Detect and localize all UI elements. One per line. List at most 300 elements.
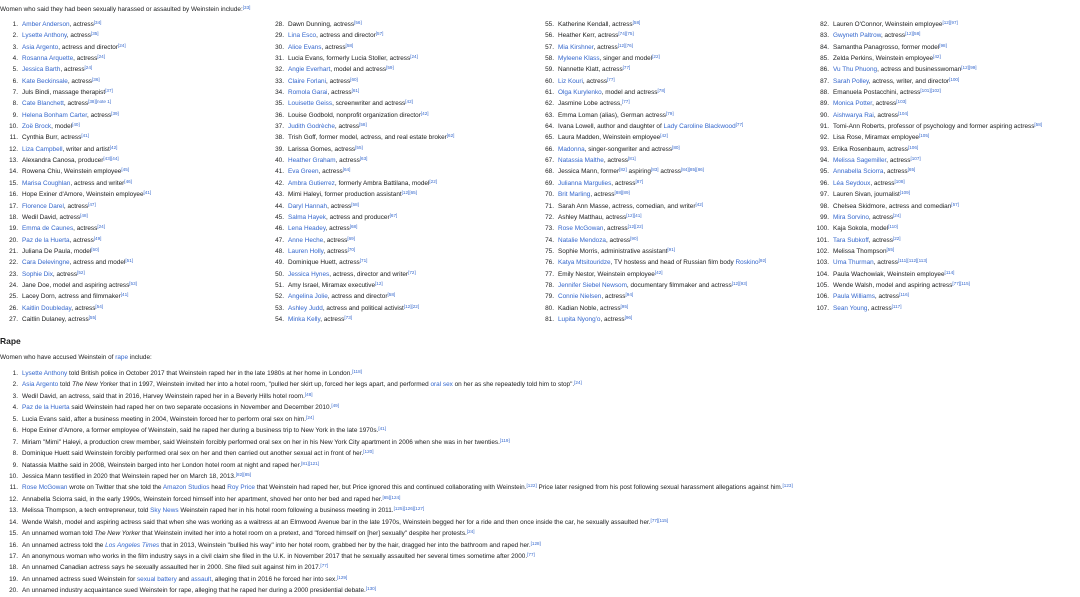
citation[interactable]: [69] (347, 235, 356, 241)
item-text: Wende Walsh, model and aspiring actress said that when she was working as a waitress at an Elmwood Avenue bar in the late 1970s, Weinstein begged her for a ride and then once inside the car, he sexually assaulted her. (22, 518, 651, 526)
person-link[interactable]: Lena Headey (288, 225, 326, 233)
citation[interactable]: [77] (527, 552, 535, 557)
citation[interactable]: [78] (657, 88, 666, 94)
citation[interactable]: [122] (526, 483, 537, 489)
citation[interactable]: [42] (109, 144, 118, 150)
citation[interactable]: [24] (306, 414, 314, 420)
item-description: , actress (605, 236, 631, 244)
inline-link[interactable]: Amazon Studios (162, 484, 210, 492)
list-item (0, 74, 151, 85)
citation[interactable]: [52] (77, 269, 85, 275)
item-number: 97. (820, 191, 829, 199)
item-number: 94. (820, 157, 829, 165)
person-link[interactable]: Louisette Geiss (288, 100, 333, 108)
citation[interactable]: [12] (375, 280, 383, 286)
citation[interactable]: [63] (359, 156, 368, 162)
item-description: , actress and businesswoman (877, 66, 962, 74)
person-link[interactable]: Salma Hayek (288, 213, 327, 221)
citation[interactable]: [34] (93, 20, 102, 25)
person-link[interactable]: Cara Delevingne (22, 259, 70, 267)
citation[interactable]: [42] (405, 99, 413, 105)
list-item (0, 17, 151, 28)
citation[interactable]: [68] (349, 224, 358, 230)
citation[interactable]: [77] (607, 76, 615, 82)
item-number: 5. (12, 415, 18, 423)
citation[interactable]: [111][112][113] (897, 258, 928, 264)
item-number: 7. (12, 438, 18, 446)
list-item (811, 51, 1042, 62)
item-number: 51. (275, 281, 284, 289)
citation[interactable]: [128] (530, 540, 541, 546)
person-link[interactable]: Gwyneth Paltrow (833, 32, 881, 40)
person-link[interactable]: Mia Kirshner (558, 43, 594, 51)
inline-link[interactable]: Sky News (150, 507, 179, 515)
item-text: The New Yorker (94, 530, 141, 538)
person-link[interactable]: Ashley Judd (288, 304, 323, 312)
inline-link[interactable]: Lysette Anthony (22, 370, 68, 377)
list-item (536, 289, 766, 300)
item-description: , actress (867, 304, 892, 312)
citation[interactable]: [24] (97, 54, 105, 60)
citation[interactable]: [91] (667, 246, 676, 252)
citation[interactable]: [38][note 1] (88, 99, 112, 105)
citation[interactable]: [90] (630, 235, 638, 241)
item-number: 27. (9, 315, 18, 323)
person-link[interactable]: Brit Marling (558, 191, 591, 199)
list-item (0, 515, 793, 526)
citation[interactable]: [108] (894, 178, 905, 184)
citation[interactable]: [24] (117, 42, 126, 48)
item-description: , actress (334, 123, 360, 131)
citation[interactable]: [125][126][127] (393, 506, 425, 512)
inline-link[interactable]: Rose McGowan (22, 484, 68, 492)
person-link[interactable]: Monica Potter (833, 100, 873, 108)
item-number: 49. (275, 259, 284, 267)
person-link[interactable]: Paula Williams (833, 293, 875, 301)
item-number: 31. (275, 55, 284, 63)
citation[interactable]: [92] (758, 258, 767, 264)
list-item (811, 210, 1042, 221)
citation[interactable]: [98] (939, 42, 947, 48)
item-description: , actress (327, 89, 352, 97)
person-link[interactable]: Florence Darel (22, 202, 64, 210)
citation[interactable]: [73] (344, 314, 353, 320)
citation[interactable]: [101][102] (920, 88, 941, 94)
citation[interactable]: [24] (893, 212, 901, 218)
item-description: Hope Exiner d'Amore, Weinstein employee (22, 191, 144, 199)
citation[interactable]: [12][97] (942, 20, 958, 25)
citation[interactable]: [43][44] (103, 156, 119, 162)
item-description: , actress (868, 236, 893, 244)
citation[interactable]: [24] (466, 529, 475, 535)
citation[interactable]: [12][99] (961, 65, 977, 71)
citation[interactable]: [47] (88, 201, 96, 207)
person-link[interactable]: Vu Thu Phuong (833, 66, 878, 74)
person-link[interactable]: Ambra Gutierrez (288, 179, 335, 187)
item-number: 66. (545, 145, 554, 153)
list-item (0, 244, 151, 255)
list-item (0, 560, 793, 571)
citation[interactable]: [118] (352, 369, 362, 374)
person-link[interactable]: Angie Everhart (288, 66, 331, 74)
citation[interactable]: [48] (304, 391, 313, 397)
citation[interactable]: [12][22] (403, 303, 420, 309)
inline-link[interactable]: Roy Price (227, 484, 255, 492)
citation[interactable]: [130] (365, 586, 377, 592)
citation[interactable]: [106] (907, 144, 919, 150)
person-link[interactable]: Uma Thurman (833, 259, 874, 267)
item-description: Paula Wachowiak, Weinstein employee (833, 270, 945, 278)
person-link[interactable]: Tara Subkoff (833, 236, 869, 244)
person-link[interactable]: Minka Kelly (288, 315, 321, 323)
citation[interactable]: [12][41] (626, 212, 642, 218)
citation[interactable]: [33] (242, 5, 251, 10)
list-item (811, 187, 1042, 198)
citation[interactable]: [77][115] (650, 517, 669, 523)
citation[interactable]: [41] (143, 190, 152, 196)
list-item (811, 244, 1042, 255)
person-link[interactable]: Paz de la Huerta (22, 236, 70, 244)
citation[interactable]: [12][93] (731, 280, 748, 286)
item-description: , actress, director and writer (329, 270, 409, 278)
person-link[interactable]: Heather Graham (288, 157, 336, 165)
citation[interactable]: [119] (499, 437, 510, 443)
person-link[interactable]: Daryl Hannah (288, 202, 328, 210)
citation[interactable]: [35] (90, 31, 99, 37)
item-text: Annabella Sciorra said, in the early 1990s, Weinstein forced himself into her apartment, shoved her onto her bed and raped her. (22, 495, 383, 503)
citation[interactable]: [67] (389, 212, 398, 218)
citation[interactable]: [110] (888, 224, 898, 230)
item-number: 102. (816, 247, 829, 255)
item-number: 7. (12, 89, 18, 97)
citation[interactable]: [104] (898, 110, 909, 116)
list-item (811, 108, 1042, 119)
list-item (811, 164, 1042, 175)
list-item (536, 28, 766, 39)
rape-intro: Women who have accused Weinstein of rape include: (0, 354, 152, 361)
citation[interactable]: [24] (97, 224, 105, 230)
list-item (536, 301, 766, 312)
citation[interactable]: [123] (782, 483, 793, 489)
inline-link[interactable]: Asia Argento (22, 381, 59, 389)
person-link[interactable]: Aishwarya Rai (833, 111, 874, 119)
list-item (0, 480, 793, 491)
citation[interactable]: [77][115] (952, 280, 970, 286)
citation[interactable]: [48] (80, 212, 88, 218)
item-number: 38. (275, 134, 284, 142)
person-link[interactable]: Kaitlin Doubleday (22, 304, 72, 312)
list-item (811, 40, 1042, 51)
person-link[interactable]: Claire Forlani (288, 77, 327, 85)
citation[interactable]: [42] (420, 110, 429, 116)
person-link[interactable]: Rosanna Arquette (22, 55, 74, 63)
item-text: An unnamed Canadian actress says he sexually assaulted her in 2000. She filed suit against him in 2017. (22, 564, 321, 572)
person-link[interactable]: Asia Argento (22, 43, 59, 51)
list-item (536, 85, 766, 96)
citation[interactable]: [94] (625, 292, 634, 298)
person-link[interactable]: Emma de Caunes (22, 225, 74, 233)
citation[interactable]: [116] (899, 292, 909, 298)
citation[interactable]: [42] (654, 269, 663, 275)
item-text: An unnamed industry acquaintance sued Weinstein for rape, alleging that he raped her during a 2000 presidential debate. (22, 587, 366, 595)
citation[interactable]: [60] (350, 76, 358, 82)
citation[interactable]: [58] (1034, 122, 1043, 128)
item-text: Miriam "Mimi" Haleyi, a production crew member, said Weinstein forcibly performed oral sex on her in his New York City apartment in 2006 when she was in her twenties. (22, 438, 500, 446)
inline-link[interactable]: Paz de la Huerta (22, 404, 70, 412)
item-description: , actress (590, 191, 615, 199)
person-link[interactable]: Melissa Sagemiller (833, 157, 887, 165)
person-link[interactable]: Eva Green (288, 168, 319, 176)
list-item (811, 199, 1042, 210)
person-link[interactable]: Connie Nielsen (558, 293, 602, 301)
citation[interactable]: [72] (408, 269, 416, 275)
citation[interactable]: [22] (652, 54, 660, 60)
person-link[interactable]: Amber Anderson (22, 21, 70, 28)
item-description: Wedil David, actress (22, 213, 81, 221)
citation[interactable]: [114] (944, 269, 955, 275)
list-item (811, 142, 1042, 153)
citation[interactable]: [50] (91, 246, 99, 252)
item-number: 71. (545, 202, 554, 210)
citation[interactable]: [87] (635, 178, 644, 184)
person-link[interactable]: Zoë Brock (22, 123, 52, 131)
citation[interactable]: [53] (129, 280, 137, 286)
citation[interactable]: [71] (359, 258, 368, 264)
citation[interactable]: [42] (695, 201, 704, 207)
person-link[interactable]: Kate Beckinsale (22, 77, 68, 85)
citation[interactable]: [55] (886, 246, 895, 252)
citation[interactable]: [77] (621, 99, 630, 105)
citation[interactable]: [12][76] (617, 42, 634, 48)
citation[interactable]: [24] (574, 380, 582, 386)
person-link[interactable]: Helena Bonham Carter (22, 111, 88, 119)
list-item (0, 85, 151, 96)
inline-link[interactable]: Los Angeles Times (105, 541, 160, 549)
citation[interactable]: [49] (331, 403, 339, 409)
person-link[interactable]: Angelina Jolie (288, 293, 328, 301)
item-number: 12. (9, 145, 18, 153)
person-link[interactable]: Sean Young (833, 304, 868, 312)
item-description: Jasmine Lobe actress, (558, 100, 622, 108)
item-number: 68. (545, 168, 554, 176)
citation[interactable]: [96] (624, 314, 633, 320)
item-number: 16. (9, 191, 18, 199)
citation[interactable]: [59] (386, 65, 394, 71)
citation[interactable]: [81][121] (301, 460, 320, 466)
citation[interactable]: [58] (359, 122, 367, 128)
citation[interactable]: [40] (72, 122, 80, 128)
citation[interactable]: [37] (105, 88, 113, 94)
citation[interactable]: [103] (896, 99, 907, 105)
inline-link[interactable]: oral sex (430, 381, 453, 389)
citation[interactable]: [77] (320, 563, 329, 569)
person-link[interactable]: Natassia Malthe (558, 157, 604, 165)
item-number: 56. (545, 32, 554, 40)
citation[interactable]: [105] (918, 133, 930, 139)
person-link[interactable]: Olga Kurylenko (558, 89, 602, 97)
citation[interactable]: [107] (910, 156, 921, 162)
citation[interactable]: [57] (951, 201, 959, 207)
item-number: 1. (12, 370, 18, 377)
item-description: Kadian Noble, actress (558, 304, 621, 312)
item-number: 46. (275, 225, 284, 233)
inline-link[interactable]: sexual battery (136, 575, 177, 583)
citation[interactable]: [55] (88, 314, 97, 320)
person-link[interactable]: Lauren Holly (288, 247, 324, 255)
item-description: , writer and artist (62, 145, 110, 153)
related-link[interactable]: Lady Caroline Blackwood (663, 123, 736, 131)
item-description: Lisa Rose, Miramax employee (833, 134, 919, 142)
citation[interactable]: [58] (387, 292, 396, 298)
list-item (811, 74, 1042, 85)
citation[interactable]: [64] (342, 167, 351, 173)
item-description: , actress (886, 157, 911, 165)
list-item (0, 446, 793, 457)
item-description: Tomi-Ann Roberts, professor of psychology and former aspiring actress (833, 123, 1035, 131)
citation[interactable]: [12][58] (905, 31, 921, 37)
rape-link[interactable]: rape (115, 354, 129, 361)
list-item (536, 255, 766, 266)
person-link[interactable]: Rose McGowan (558, 225, 604, 233)
item-description: , actress (601, 293, 626, 301)
citation[interactable]: [58] (345, 42, 354, 48)
item-number: 34. (275, 89, 284, 97)
citation[interactable]: [41] (120, 292, 129, 298)
citation[interactable]: [82] (619, 167, 627, 173)
person-link[interactable]: Cate Blanchett (22, 100, 64, 108)
citation[interactable]: [56] (354, 20, 362, 25)
citation[interactable]: [22] (892, 235, 901, 241)
person-link[interactable]: Marisa Coughlan (22, 179, 71, 187)
citation[interactable]: [46] (124, 178, 132, 184)
person-link[interactable]: Jessica Hynes (288, 270, 330, 278)
list-item (266, 289, 454, 300)
citation[interactable]: [77] (735, 122, 744, 128)
item-number: 11. (9, 484, 18, 492)
item-number: 22. (9, 259, 18, 267)
item-description: Lacey Dorn, actress and filmmaker (22, 293, 121, 301)
citation[interactable]: [41] (378, 426, 387, 432)
citation[interactable]: [79] (665, 110, 674, 116)
person-link[interactable]: Alice Evans (288, 43, 322, 51)
related-link[interactable]: Roskino (735, 259, 759, 267)
item-description: Katherine Kendall, actress (558, 21, 633, 28)
item-number: 9. (12, 111, 18, 119)
person-link[interactable]: Jennifer Siebel Newsom (558, 281, 627, 289)
citation[interactable]: [41] (81, 133, 89, 139)
person-link[interactable]: Anne Heche (288, 236, 324, 244)
section-heading-rape: Rape (0, 336, 21, 346)
person-link[interactable]: Sophie Dix (22, 270, 53, 278)
person-link[interactable]: Natalie Mendoza (558, 236, 606, 244)
item-number: 20. (9, 236, 18, 244)
list-item (536, 153, 766, 164)
citation[interactable]: [74][75] (618, 31, 634, 37)
citation[interactable]: [36] (91, 76, 100, 82)
inline-link[interactable]: assault (191, 575, 212, 583)
citation[interactable]: [82][85] (235, 471, 252, 477)
citation[interactable]: [58] (351, 201, 359, 207)
citation[interactable]: [51] (125, 258, 134, 264)
item-number: 78. (545, 281, 554, 289)
citation[interactable]: [120] (363, 449, 374, 455)
citation[interactable]: [95] (620, 303, 629, 309)
citation[interactable]: [100] (949, 76, 960, 82)
citation[interactable]: [42] (933, 54, 941, 60)
citation[interactable]: [117] (891, 303, 902, 309)
list-item (811, 301, 1042, 312)
item-description: , singer and model (599, 55, 653, 63)
citation[interactable]: [54] (95, 303, 104, 309)
citation[interactable]: [57] (375, 31, 384, 37)
citation[interactable]: [65][124] (382, 494, 401, 500)
citation[interactable]: [22] (429, 178, 438, 184)
citation[interactable]: [12][22] (627, 224, 643, 230)
citation[interactable]: [129] (337, 574, 348, 580)
person-link[interactable]: Katya Mtsitouridze (558, 259, 611, 267)
person-link[interactable]: Myleene Klass (558, 55, 600, 63)
citation[interactable]: [62] (446, 133, 455, 139)
person-link[interactable]: Liz Kouri (558, 77, 583, 85)
citation[interactable]: [81] (627, 156, 636, 162)
citation[interactable]: [39] (111, 110, 119, 116)
item-description: , actress (872, 100, 897, 108)
list-item (266, 210, 454, 221)
list-item (536, 187, 766, 198)
citation[interactable]: [58] (632, 20, 641, 25)
citation[interactable]: [42] (660, 133, 668, 139)
person-link[interactable]: Lysette Anthony (22, 32, 67, 40)
citation[interactable]: [24] (410, 54, 418, 60)
item-description: Melissa Thompson (833, 247, 887, 255)
person-link[interactable]: Madonna (558, 145, 585, 153)
item-description: , actress (611, 179, 636, 187)
list-item (536, 130, 766, 141)
list-item (266, 62, 454, 73)
person-link[interactable]: Sarah Polley (833, 77, 869, 85)
item-text: The New Yorker (72, 381, 118, 389)
citation[interactable]: [83] (650, 167, 659, 173)
citation[interactable]: [109] (899, 190, 911, 196)
person-link[interactable]: Judith Godrèche (288, 123, 335, 131)
person-link[interactable]: Annabella Sciorra (833, 168, 884, 176)
citation[interactable]: [24] (84, 65, 93, 71)
person-link[interactable]: Léa Seydoux (833, 179, 871, 187)
person-link[interactable]: Mira Sorvino (833, 213, 869, 221)
citation[interactable]: [61] (351, 88, 360, 94)
citation[interactable]: [70] (347, 246, 356, 252)
person-link[interactable]: Romola Garai (288, 89, 328, 97)
item-description: aspiring (626, 168, 651, 176)
list-item (0, 289, 151, 300)
citation[interactable]: [88][89] (614, 190, 630, 196)
citation[interactable]: [55] (355, 144, 363, 150)
item-number: 69. (545, 179, 554, 187)
person-link[interactable]: Jessica Barth (22, 66, 61, 74)
citation[interactable]: [12][65] (401, 190, 417, 196)
citation[interactable]: [84][85][86] (680, 167, 704, 173)
citation[interactable]: [49] (93, 235, 102, 241)
citation[interactable]: [45] (121, 167, 130, 173)
person-link[interactable]: Lupita Nyong'o (558, 315, 601, 323)
person-link[interactable]: Lina Esco (288, 32, 317, 40)
citation[interactable]: [80] (672, 144, 680, 150)
list-item (811, 221, 1042, 232)
person-link[interactable]: Julianna Margulies (558, 179, 612, 187)
citation[interactable]: [77] (622, 65, 631, 71)
citation[interactable]: [65] (907, 167, 916, 173)
person-link[interactable]: Liza Campbell (22, 145, 63, 153)
